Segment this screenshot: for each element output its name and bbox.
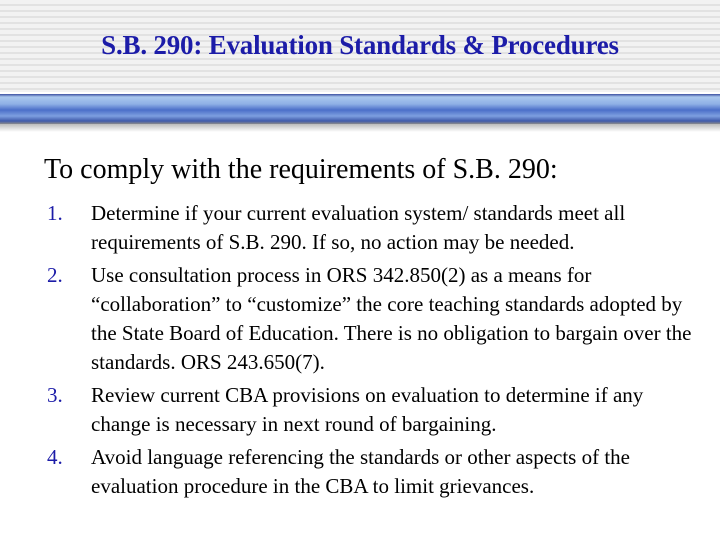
- item-number: 2.: [47, 263, 63, 287]
- item-text: Determine if your current evaluation system/ standards meet all requirements of S.B. 290. If so, no action may be needed.: [91, 201, 626, 254]
- title-area: [0, 0, 720, 92]
- item-number: 1.: [47, 201, 63, 225]
- bar-shadow: [0, 124, 720, 132]
- list-item: [47, 443, 697, 501]
- item-text: Use consultation process in ORS 342.850(2) as a means for “collaboration” to “customize” the core teaching standards adopted by the State Board of Education. There is no obligation to bargain over the standards. ORS 243.650(7).: [91, 263, 692, 374]
- list-item: [47, 261, 697, 377]
- list-item: [47, 199, 697, 257]
- numbered-list: [47, 199, 697, 505]
- intro-text: To comply with the requirements of S.B. 290:: [44, 154, 558, 185]
- decorative-bar: [0, 94, 720, 124]
- item-text: Avoid language referencing the standards or other aspects of the evaluation procedure in the CBA to limit grievances.: [91, 445, 630, 498]
- list-item: [47, 381, 697, 439]
- item-text: Review current CBA provisions on evaluation to determine if any change is necessary in next round of bargaining.: [91, 383, 644, 436]
- slide-title: S.B. 290: Evaluation Standards & Procedures: [101, 30, 619, 60]
- item-number: 4.: [47, 445, 63, 469]
- item-number: 3.: [47, 383, 63, 407]
